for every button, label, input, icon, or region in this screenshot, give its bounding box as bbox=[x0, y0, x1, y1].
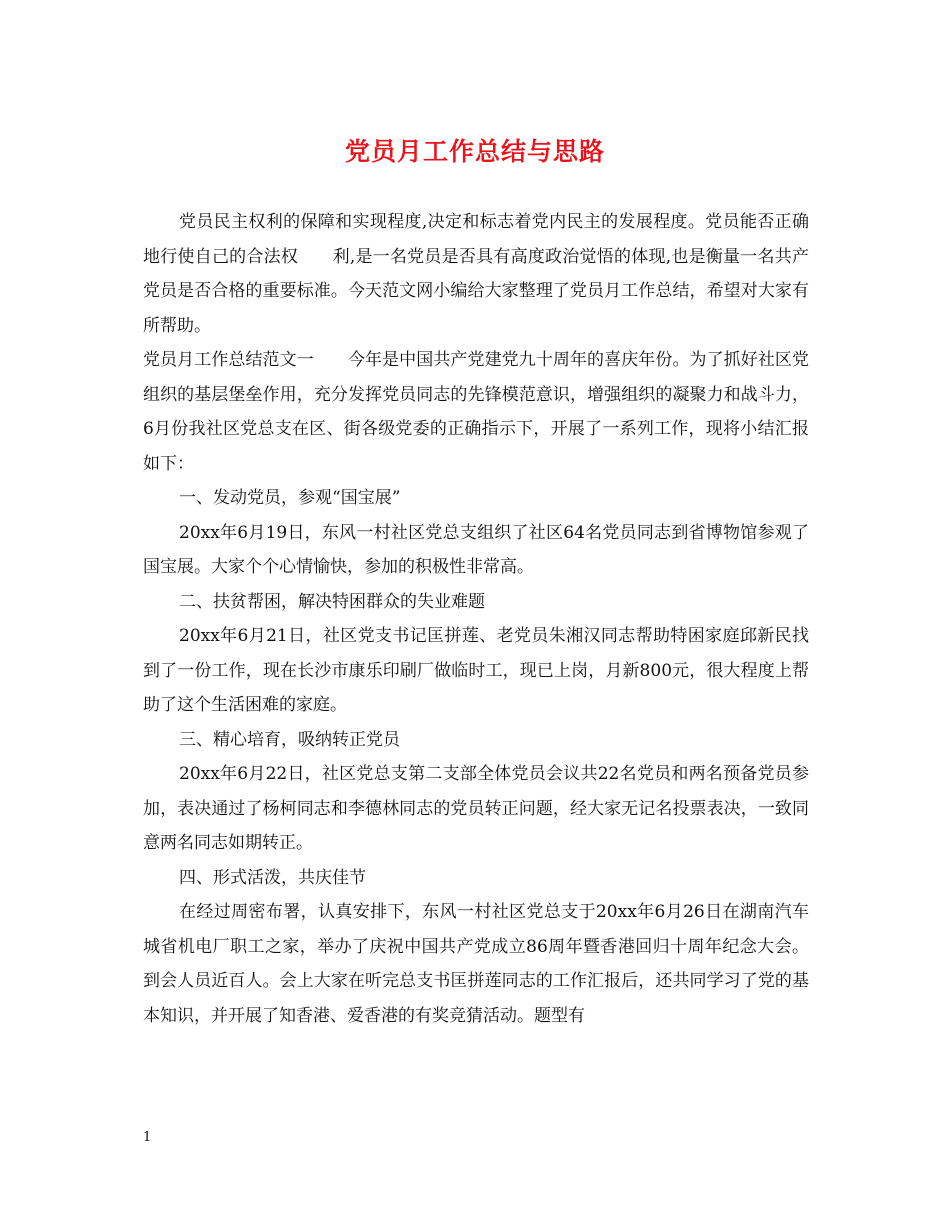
section-paragraph-1: 20xx年6月19日，东风一村社区党总支组织了社区64名党员同志到省博物馆参观了国宝展。大家个个心情愉快，参加的积极性非常高。 bbox=[143, 522, 809, 577]
section-heading-4: 四、形式活泼，共庆佳节 bbox=[179, 867, 366, 888]
section-paragraph-4: 在经过周密布署，认真安排下，东风一村社区党总支于20xx年6月26日在湖南汽车城省机电厂职工之家，举办了庆祝中国共产党成立86周年暨香港回归十周年纪念大会。到会人员近百人。会上大家在听完总支书匡拼莲同志的工作汇报后，还共同学习了党的基本知识，并开展了知香港、爱香港的有奖竞猜活动。题型有 bbox=[143, 902, 809, 1026]
section-heading-1: 一、发动党员，参观“国宝展” bbox=[179, 488, 401, 508]
sample-intro-paragraph: 党员月工作总结范文一 今年是中国共产党建党九十周年的喜庆年份。为了抓好社区党组织的基层堡垒作用，充分发挥党员同志的先锋模范意识，增强组织的凝聚力和战斗力，6月份我社区党总支在区、街各级党委的正确指示下，开展了一系列工作，现将小结汇报如下： bbox=[143, 350, 809, 474]
section-heading-2: 二、扶贫帮困，解决特困群众的失业难题 bbox=[179, 591, 485, 612]
section-heading-3: 三、精心培育，吸纳转正党员 bbox=[179, 729, 400, 750]
section-paragraph-2: 20xx年6月21日，社区党支书记匡拼莲、老党员朱湘汉同志帮助特困家庭邱新民找到了一份工作，现在长沙市康乐印刷厂做临时工，现已上岗，月新800元，很大程度上帮助了这个生活困难的家庭。 bbox=[143, 626, 809, 715]
intro-paragraph: 党员民主权利的保障和实现程度,决定和标志着党内民主的发展程度。党员能否正确地行使自己的合法权 利,是一名党员是否具有高度政治觉悟的体现,也是衡量一名共产党员是否合格的重要标准。今天范文网小编给大家整理了党员月工作总结，希望对大家有所帮助。 bbox=[143, 212, 809, 336]
page-number: 1 bbox=[143, 1130, 152, 1145]
document-body bbox=[143, 205, 809, 1033]
section-paragraph-3: 20xx年6月22日，社区党总支第二支部全体党员会议共22名党员和两名预备党员参加，表决通过了杨柯同志和李德林同志的党员转正问题，经大家无记名投票表决，一致同意两名同志如期转正。 bbox=[143, 764, 809, 853]
document-title: 党员月工作总结与思路 bbox=[344, 137, 605, 166]
